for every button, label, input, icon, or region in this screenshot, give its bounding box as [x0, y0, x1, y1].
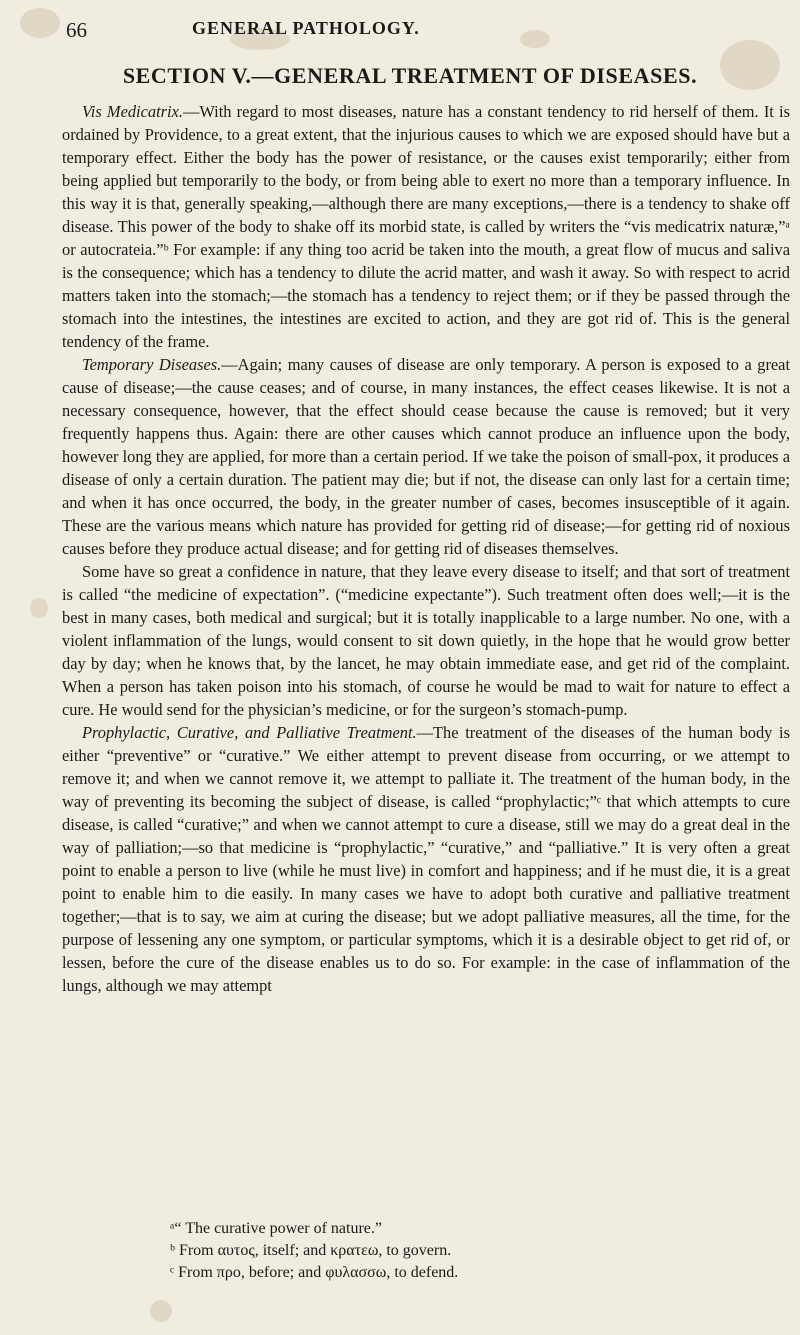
paragraph-lead: Temporary Diseases. — [82, 355, 222, 374]
page-number: 66 — [66, 18, 87, 42]
paragraph-text: —With regard to most diseases, nature has a constant tendency to rid herself of them. It is ordained by Providence, to a great extent, that the injurious causes to which we are exposed should have but a temporary effect. Either the body has the power of resistance, or the causes exist temporarily; either from being applied but temporarily to the body, or from being able to exert no more than a temporary influence. In this way it is that, generally speaking,—although there are many exceptions,—there is a tendency to shake off disease. This power of the body to shake off its morbid state, is called by writers the “vis medicatrix naturæ,”ᵃ or autocrateia.”ᵇ For example: if any thing too acrid be taken into the mouth, a great flow of mucus and saliva is the consequence; which has a tendency to dilute the acrid matter, and wash it away. So with respect to acrid matters taken into the stomach;—the stomach has a tendency to reject them; or if they be passed through the stomach into the intestines, the intestines are excited to action, and they are got rid of. This is the general tendency of the frame. — [62, 102, 790, 351]
footnote: ᶜ From προ, before; and φυλασσω, to defend. — [170, 1264, 459, 1281]
body-text — [62, 100, 790, 997]
paragraph — [62, 560, 790, 721]
page-header — [52, 14, 770, 44]
running-head: GENERAL PATHOLOGY. — [192, 18, 420, 38]
paragraph — [62, 721, 790, 997]
paragraph-text: —The treatment of the diseases of the human body is either “preventive” or “curative.” We either attempt to prevent disease from occurring, or we attempt to remove it; and when we cannot remove it, we attempt to palliate it. The treatment of the human body, in the way of preventing its becoming the subject of disease, is called “prophylactic;”ᶜ that which attempts to cure disease, is called “curative;” and when we cannot attempt to cure a disease, still we may do a great deal in the way of palliation;—so that medicine is “prophylactic,” “curative,” and “palliative.” It is very often a great point to enable a person to live (while he must live) in comfort and happiness; and if he must die, it is a great point to enable him to die easily. In many cases we have to adopt both curative and palliative treatment together;—that is to say, we aim at curing the disease; but we adopt palliative measures, all the time, for the purpose of lessening any one symptom, or particular symptoms, which it is a desirable object to get rid of, or lessen, before the cure of the disease enables us to do so. For example: in the case of inflammation of the lungs, although we may attempt — [62, 723, 790, 995]
paragraph-text: Some have so great a confidence in nature, that they leave every disease to itself; and that sort of treatment is called “the medicine of expectation”. (“medicine expectante”). Such treatment often does well;—it is the best in many cases, both medical and surgical; but it is totally inapplicable to a large number. No one, with a violent inflammation of the lungs, would consent to sit down quietly, in the hope that he would grow better day by day; when he knows that, by the lancet, he may obtain immediate ease, and get rid of the complaint. When a person has taken poison into his stomach, of course he would be mad to wait for nature to effect a cure. He would send for the physician’s medicine, or for the surgeon’s stomach-pump. — [62, 562, 790, 719]
paragraph — [62, 353, 790, 560]
paragraph — [62, 100, 790, 353]
paper-stain — [30, 598, 48, 618]
footnotes — [170, 1218, 770, 1284]
section-title: SECTION V.—GENERAL TREATMENT OF DISEASES. — [122, 63, 698, 88]
paragraph-lead: Prophylactic, Curative, and Palliative Treatment. — [82, 723, 417, 742]
footnote: ᵇ From αυτος, itself; and κρατεω, to govern. — [170, 1242, 452, 1259]
footnote: ᵃ“ The curative power of nature.” — [170, 1220, 382, 1237]
paragraph-lead: Vis Medicatrix. — [82, 102, 183, 121]
paper-stain — [150, 1300, 172, 1322]
paragraph-text: —Again; many causes of disease are only temporary. A person is exposed to a great cause of disease;—the cause ceases; and of course, in many instances, the effect ceases likewise. It is not a necessary consequence, however, that the effect should cease because the cause is removed; but it very frequently happens thus. Again: there are other causes which cannot produce an influence upon the body, however long they are applied, for more than a certain period. If we take the poison of small-pox, it produces a disease of only a certain duration. The patient may die; but if not, the disease can only last for a certain time; and when it has once occurred, the body, in the greater number of cases, becomes insusceptible of it again. These are the various means which nature has provided for getting rid of disease;—for getting rid of noxious causes before they produce actual disease; and for getting rid of diseases themselves. — [62, 355, 791, 558]
